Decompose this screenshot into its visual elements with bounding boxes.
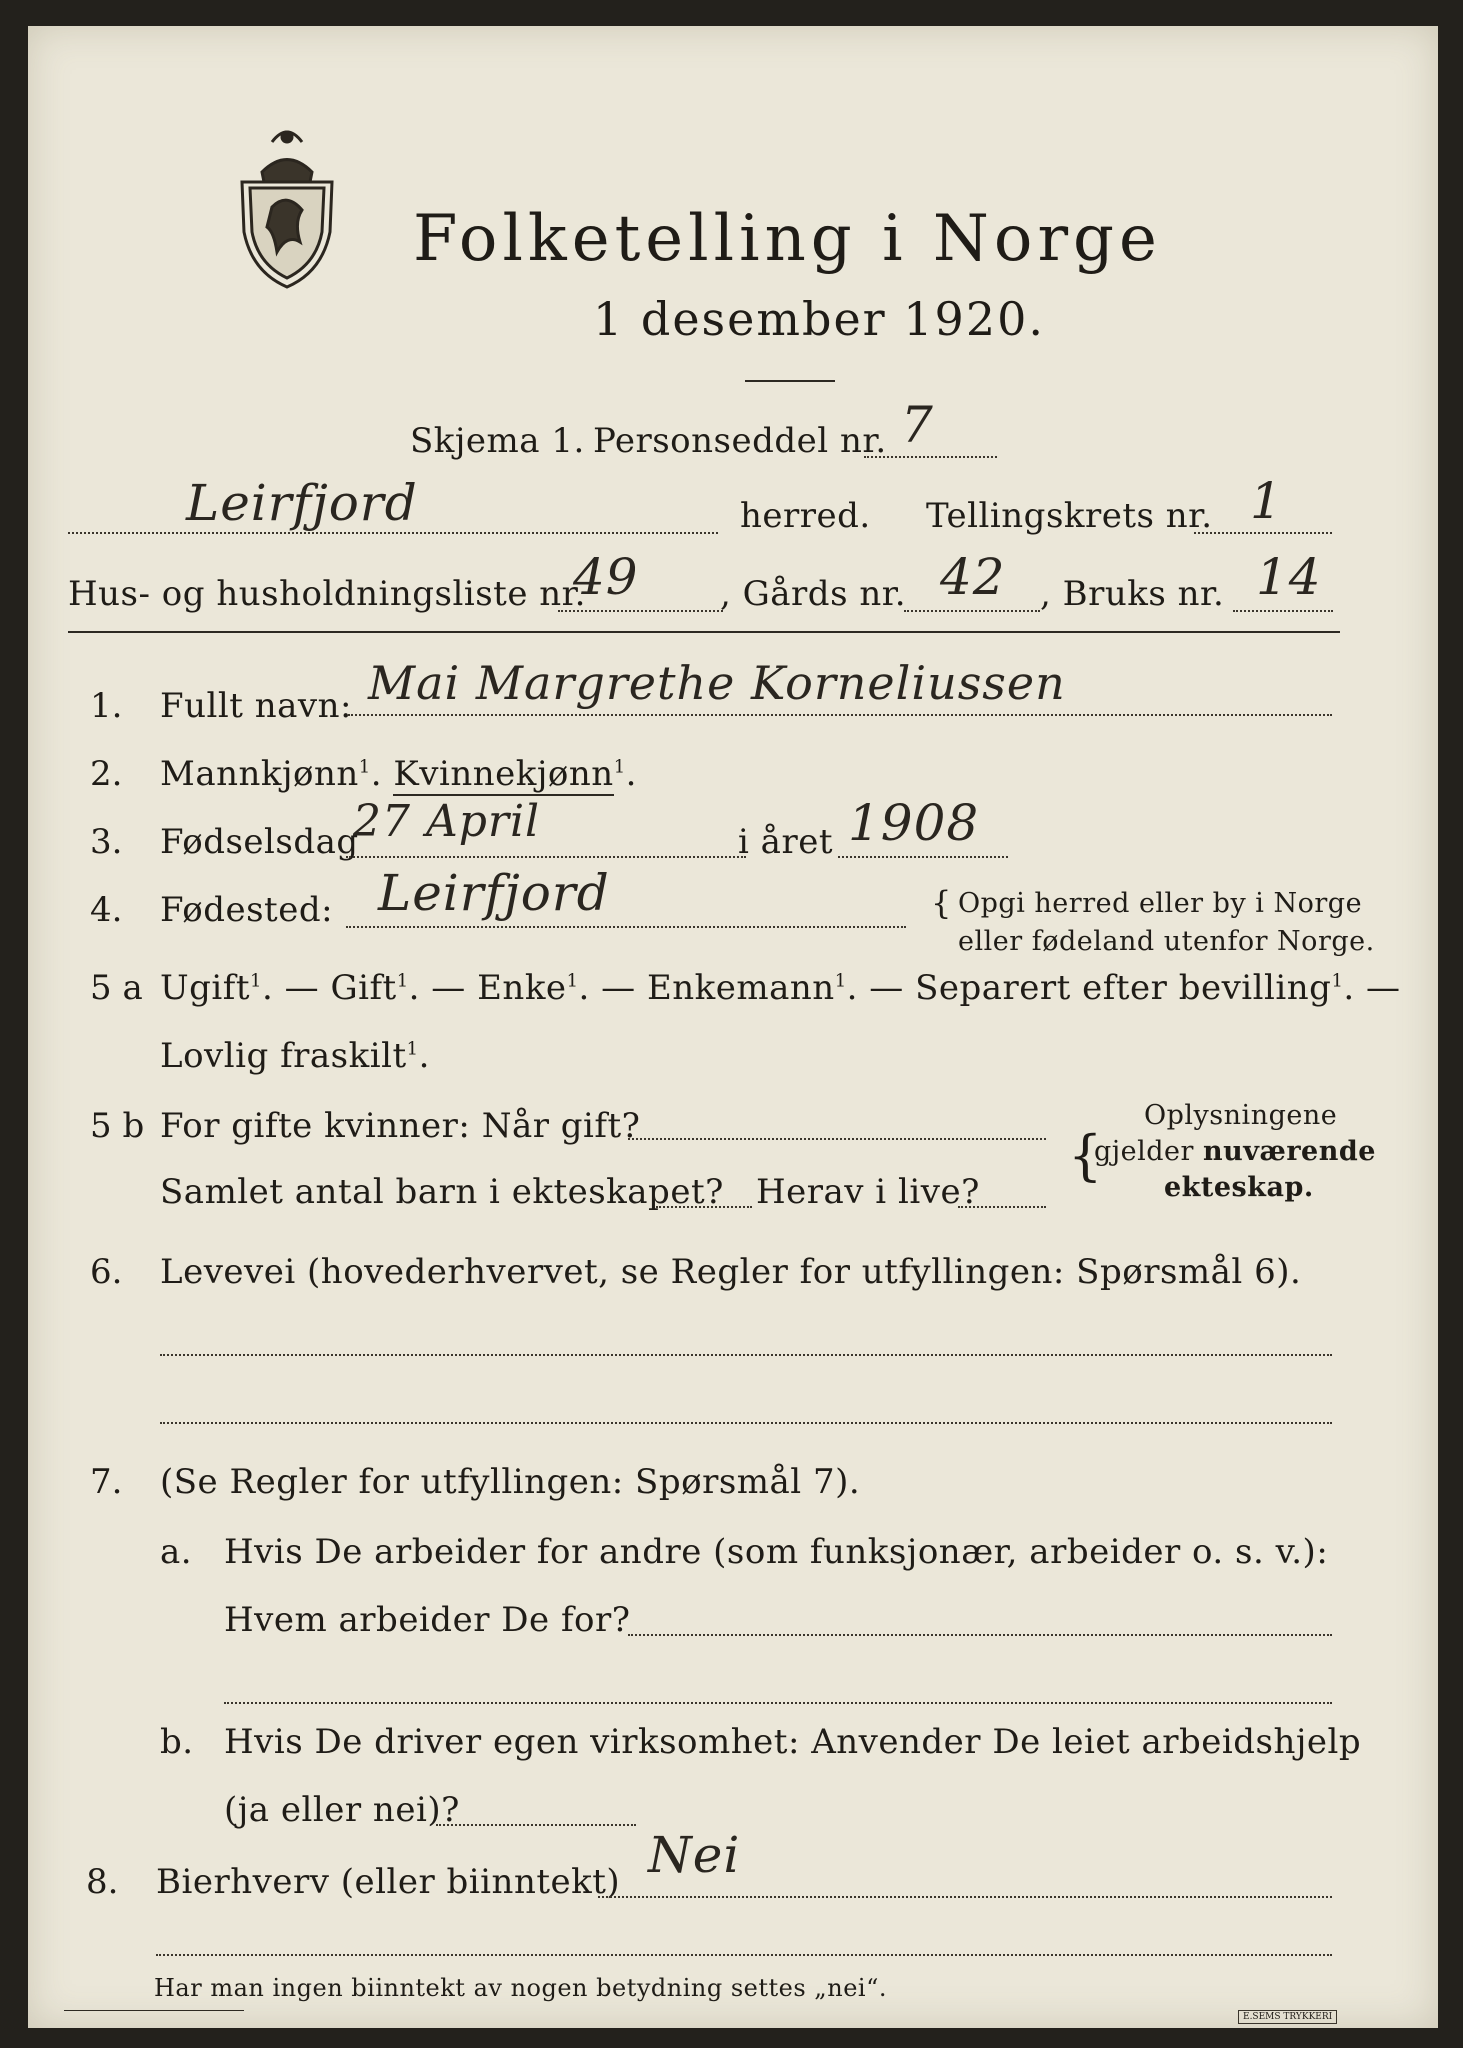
coat-of-arms-icon [232, 122, 342, 292]
bruks-label: , Bruks nr. [1040, 574, 1225, 614]
q6-label: Levevei (hovederhvervet, se Regler for utfyllingen: Spørsmål 6). [160, 1252, 1302, 1292]
children-field[interactable] [656, 1206, 752, 1208]
q7b-label: Hvis De driver egen virksomhet: Anvender De leiet arbeidshjelp [224, 1722, 1362, 1762]
q5b-note-line3: ekteskap. [1164, 1172, 1314, 1203]
q1-label: Fullt navn: [160, 686, 352, 726]
married-date-field[interactable] [628, 1138, 1046, 1140]
herred-field[interactable] [68, 532, 718, 534]
q3-number: 3. [90, 822, 123, 862]
birth-year-field[interactable] [838, 856, 1008, 858]
birth-year-value: 1908 [848, 794, 980, 852]
q3-label: Fødselsdag [160, 822, 359, 862]
tellingskrets-field[interactable] [1194, 532, 1332, 534]
gards-field[interactable] [904, 610, 1040, 612]
q5b-note-line1: Oplysningene [1144, 1100, 1338, 1131]
female-option[interactable]: Kvinnekjønn [393, 754, 614, 794]
q4-note-brace: { [931, 884, 952, 922]
tellingskrets-label: Tellingskrets nr. [926, 496, 1213, 536]
birth-year-label: i året [738, 822, 833, 862]
census-date: 1 desember 1920. [593, 292, 1045, 346]
personseddel-label: Personseddel nr. [593, 421, 887, 461]
fraskilt-option[interactable]: Lovlig fraskilt [160, 1036, 407, 1076]
hired-help-field[interactable] [436, 1824, 636, 1826]
full-name-field[interactable] [348, 714, 1332, 716]
herred-value: Leirfjord [186, 474, 418, 532]
q7a-sub: Hvem arbeider De for? [224, 1600, 631, 1640]
husholdningsliste-label: Hus- og husholdningsliste nr. [68, 574, 586, 614]
q5a-number: 5 a [90, 968, 143, 1008]
birthday-field[interactable] [346, 856, 746, 858]
alive-label: Herav i live? [756, 1172, 980, 1212]
q4-note-line2: eller fødeland utenfor Norge. [958, 926, 1375, 957]
gards-label: , Gårds nr. [720, 574, 907, 614]
q5b-number: 5 b [90, 1106, 145, 1146]
full-name-value: Mai Margrethe Korneliussen [368, 656, 1066, 710]
q7b-letter: b. [160, 1722, 194, 1762]
bruks-field[interactable] [1233, 610, 1333, 612]
enke-option[interactable]: Enke [477, 968, 567, 1008]
occupation-field-1[interactable] [160, 1354, 1332, 1356]
q4-number: 4. [90, 890, 123, 930]
q4-note-line1: Opgi herred eller by i Norge [958, 888, 1363, 919]
census-form [28, 26, 1438, 2028]
side-income-field-1[interactable] [598, 1896, 1332, 1898]
q5b-note-brace: { [1068, 1124, 1103, 1187]
title-divider [745, 380, 835, 382]
q5a-fraskilt: Lovlig fraskilt$^1$. [160, 1036, 430, 1076]
q6-number: 6. [90, 1252, 123, 1292]
printer-stamp: E.SEMS TRYKKERI [1238, 2010, 1337, 2024]
occupation-field-2[interactable] [160, 1422, 1332, 1424]
personseddel-field[interactable] [864, 456, 997, 458]
q8-label: Bierhverv (eller biinntekt) [156, 1862, 621, 1902]
alive-field[interactable] [958, 1206, 1046, 1208]
male-option[interactable]: Mannkjønn [160, 754, 359, 794]
q1-number: 1. [90, 686, 123, 726]
gift-option[interactable]: Gift [330, 968, 397, 1008]
bruks-value: 14 [1256, 548, 1322, 606]
personseddel-value: 7 [901, 396, 934, 454]
herred-label: herred. [740, 496, 871, 536]
children-label: Samlet antal barn i ekteskapet? [160, 1172, 724, 1212]
q2-options: Mannkjønn$^1$. Kvinnekjønn$^1$. [160, 754, 637, 794]
employer-field-1[interactable] [628, 1634, 1332, 1636]
q7-number: 7. [90, 1462, 123, 1502]
footnote-rule [64, 2010, 244, 2011]
separert-option[interactable]: Separert efter bevilling [915, 968, 1332, 1008]
q7b-sub: (ja eller nei)? [224, 1790, 460, 1830]
q7a-letter: a. [160, 1532, 193, 1572]
q5b-note-line2: gjelder nuværende [1094, 1136, 1376, 1167]
q4-label: Fødested: [160, 890, 334, 930]
side-income-field-2[interactable] [156, 1954, 1332, 1956]
q8-number: 8. [86, 1862, 119, 1902]
q5b-label: For gifte kvinner: Når gift? [160, 1106, 641, 1146]
employer-field-2[interactable] [224, 1702, 1332, 1704]
q7-label: (Se Regler for utfyllingen: Spørsmål 7). [160, 1462, 861, 1502]
form-title: Folketelling i Norge [413, 202, 1162, 276]
birthplace-field[interactable] [346, 926, 906, 928]
footer-note: Har man ingen biinntekt av nogen betydning settes „nei“. [154, 1974, 887, 2002]
q2-number: 2. [90, 754, 123, 794]
q7a-label: Hvis De arbeider for andre (som funksjonær, arbeider o. s. v.): [224, 1532, 1329, 1572]
skjema-label: Skjema 1. [410, 421, 585, 461]
birthday-value: 27 April [353, 796, 541, 847]
ugift-option[interactable]: Ugift [160, 968, 251, 1008]
q5a-options: Ugift$^1$. — Gift$^1$. — Enke$^1$. — Enkemann$^1$. — Separert efter bevilling$^1$. — [160, 968, 1401, 1008]
gards-value: 42 [940, 548, 1006, 606]
tellingskrets-value: 1 [1250, 472, 1283, 530]
husholdningsliste-value: 49 [573, 548, 639, 606]
side-income-value: Nei [648, 1826, 741, 1884]
birthplace-value: Leirfjord [378, 864, 610, 922]
husholdningsliste-field[interactable] [558, 610, 723, 612]
header-rule [68, 631, 1340, 633]
enkemann-option[interactable]: Enkemann [646, 968, 835, 1008]
